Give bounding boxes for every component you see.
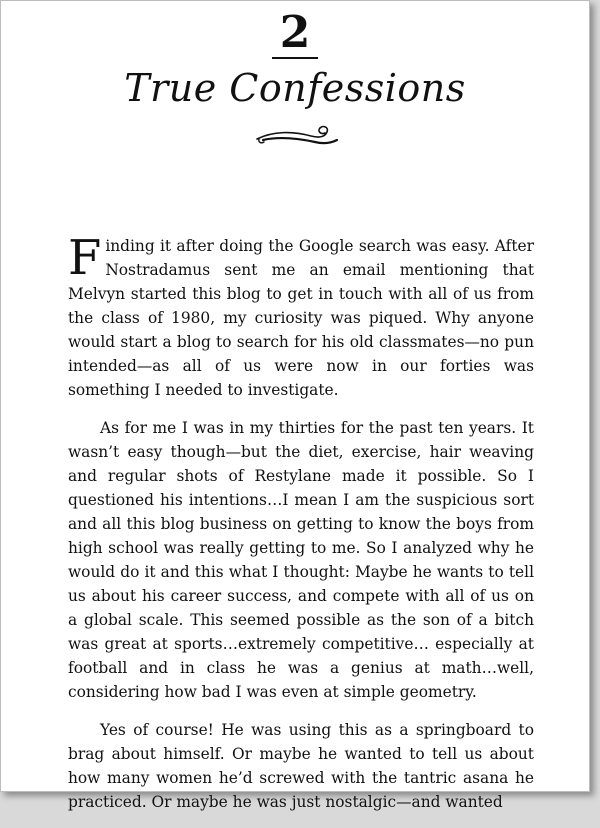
flourish-ornament-icon (253, 123, 341, 149)
chapter-number: 2 (272, 11, 319, 59)
chapter-number-wrap (1, 7, 589, 59)
paragraph-1-text: inding it after doing the Google search was easy. After Nostradamus sent me an email mentioning that Melvyn started this blog to get in touch with all of us from the class of 1980, my curiosity was piqued. Why anyone would start a blog to search for his old classmates—no pun intended—as all of us were now in our forties was something I needed to investigate. (68, 237, 534, 399)
body-text (68, 230, 534, 828)
drop-cap: F (68, 230, 102, 286)
paragraph-2: As for me I was in my thirties for the past ten years. It wasn’t easy though—but the diet, exercise, hair weaving and regular shots of Restylane made it possible. So I questioned his intentions…I mean I am the suspicious sort and all this blog business on getting to know the boys from high school was really getting to me. So I analyzed why he would do it and this what I thought: Maybe he wants to tell us about his career success, and compete with all of us on a global scale. This seemed possible as the son of a bitch was great at sports…extremely competitive… especially at football and in class he was a genius at math…well, considering how bad I was even at simple geometry. (68, 419, 534, 701)
chapter-title: True Confessions (124, 66, 466, 110)
paragraph-1 (68, 230, 534, 402)
paragraph-3: Yes of course! He was using this as a springboard to brag about himself. Or maybe he wanted to tell us about how many women he’d screwed with the tantric asana he practiced. Or maybe he was just nostalgic—and wanted (68, 721, 534, 811)
